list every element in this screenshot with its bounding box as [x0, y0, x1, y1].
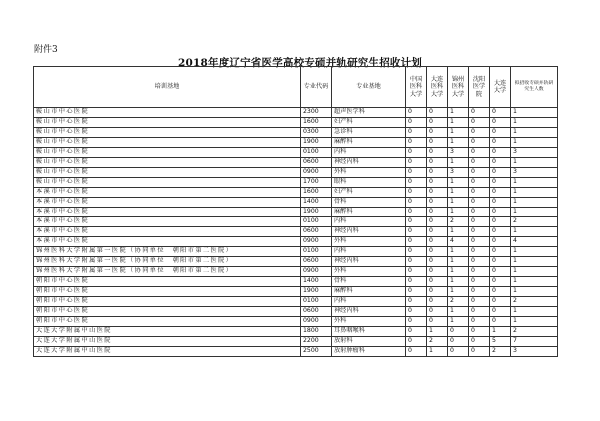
cell-specialty: 急诊科	[332, 127, 406, 137]
cell-symc: 0	[469, 197, 490, 207]
cell-total: 1	[511, 267, 558, 277]
cell-jzmu: 0	[448, 326, 469, 336]
cell-total: 4	[511, 237, 558, 247]
cell-base: 大连大学附属中山医院	[34, 336, 301, 346]
cell-cmu: 0	[406, 137, 427, 147]
cell-specialty: 神经内科	[332, 227, 406, 237]
cell-symc: 0	[469, 346, 490, 356]
cell-total: 1	[511, 177, 558, 187]
cell-dmu: 0	[427, 197, 448, 207]
cell-symc: 0	[469, 336, 490, 346]
cell-symc: 0	[469, 307, 490, 317]
table-row	[34, 127, 558, 137]
table-header-row	[34, 67, 558, 108]
cell-specialty: 耳鼻咽喉科	[332, 326, 406, 336]
header-total: 拟招收专硕并轨研究生人数	[511, 67, 558, 108]
cell-total: 1	[511, 317, 558, 327]
table-row	[34, 307, 558, 317]
cell-dlu: 0	[490, 307, 511, 317]
cell-dmu: 0	[427, 237, 448, 247]
cell-code: 0100	[301, 247, 332, 257]
cell-dmu: 0	[427, 137, 448, 147]
table-row	[34, 277, 558, 287]
cell-base: 锦州医科大学附属第一医院（协同单位 朝阳市第二医院）	[34, 257, 301, 267]
cell-cmu: 0	[406, 197, 427, 207]
cell-cmu: 0	[406, 237, 427, 247]
table-row	[34, 247, 558, 257]
cell-symc: 0	[469, 257, 490, 267]
cell-dlu: 5	[490, 336, 511, 346]
cell-total: 1	[511, 127, 558, 137]
cell-specialty: 麻醉科	[332, 207, 406, 217]
cell-specialty: 超声医学科	[332, 108, 406, 118]
cell-symc: 0	[469, 117, 490, 127]
cell-total: 1	[511, 307, 558, 317]
cell-dlu: 0	[490, 187, 511, 197]
cell-jzmu: 1	[448, 187, 469, 197]
cell-code: 0300	[301, 127, 332, 137]
cell-code: 0900	[301, 317, 332, 327]
cell-cmu: 0	[406, 108, 427, 118]
cell-total: 7	[511, 336, 558, 346]
cell-cmu: 0	[406, 317, 427, 327]
cell-dmu: 0	[427, 117, 448, 127]
cell-base: 鞍山市中心医院	[34, 117, 301, 127]
cell-symc: 0	[469, 207, 490, 217]
cell-cmu: 0	[406, 117, 427, 127]
cell-dmu: 1	[427, 346, 448, 356]
enrollment-table	[33, 66, 558, 357]
cell-symc: 0	[469, 137, 490, 147]
cell-base: 鞍山市中心医院	[34, 108, 301, 118]
cell-dlu: 0	[490, 287, 511, 297]
cell-dmu: 0	[427, 207, 448, 217]
cell-jzmu: 1	[448, 287, 469, 297]
cell-jzmu: 2	[448, 297, 469, 307]
cell-total: 3	[511, 147, 558, 157]
cell-dlu: 0	[490, 297, 511, 307]
table-row	[34, 346, 558, 356]
table-row	[34, 227, 558, 237]
cell-specialty: 骨科	[332, 197, 406, 207]
cell-dmu: 0	[427, 177, 448, 187]
cell-code: 0100	[301, 297, 332, 307]
cell-specialty: 内科	[332, 247, 406, 257]
cell-base: 鞍山市中心医院	[34, 127, 301, 137]
cell-total: 2	[511, 217, 558, 227]
cell-cmu: 0	[406, 157, 427, 167]
cell-jzmu: 1	[448, 197, 469, 207]
cell-jzmu: 1	[448, 157, 469, 167]
cell-code: 0600	[301, 257, 332, 267]
cell-specialty: 外科	[332, 267, 406, 277]
cell-jzmu: 2	[448, 217, 469, 227]
cell-base: 朝阳市中心医院	[34, 287, 301, 297]
cell-jzmu: 1	[448, 267, 469, 277]
cell-code: 1600	[301, 117, 332, 127]
table-row	[34, 287, 558, 297]
cell-symc: 0	[469, 247, 490, 257]
cell-symc: 0	[469, 177, 490, 187]
cell-jzmu: 1	[448, 317, 469, 327]
cell-total: 3	[511, 346, 558, 356]
cell-symc: 0	[469, 287, 490, 297]
cell-cmu: 0	[406, 127, 427, 137]
header-dmu: 大连医科大学	[427, 67, 448, 108]
cell-jzmu: 1	[448, 177, 469, 187]
cell-cmu: 0	[406, 207, 427, 217]
cell-base: 鞍山市中心医院	[34, 177, 301, 187]
cell-dmu: 0	[427, 277, 448, 287]
cell-total: 1	[511, 227, 558, 237]
cell-dmu: 0	[427, 147, 448, 157]
cell-symc: 0	[469, 147, 490, 157]
table-row	[34, 147, 558, 157]
cell-jzmu: 0	[448, 336, 469, 346]
cell-dlu: 0	[490, 127, 511, 137]
cell-symc: 0	[469, 326, 490, 336]
cell-cmu: 0	[406, 346, 427, 356]
cell-specialty: 内科	[332, 147, 406, 157]
cell-base: 鞍山市中心医院	[34, 157, 301, 167]
cell-symc: 0	[469, 227, 490, 237]
table-row	[34, 207, 558, 217]
cell-symc: 0	[469, 167, 490, 177]
cell-code: 2500	[301, 346, 332, 356]
cell-total: 2	[511, 326, 558, 336]
cell-code: 0600	[301, 157, 332, 167]
header-symc: 沈阳医学院	[469, 67, 490, 108]
cell-code: 0600	[301, 307, 332, 317]
cell-total: 3	[511, 167, 558, 177]
cell-symc: 0	[469, 127, 490, 137]
cell-cmu: 0	[406, 257, 427, 267]
cell-cmu: 0	[406, 187, 427, 197]
cell-cmu: 0	[406, 336, 427, 346]
annex-label: 附件3	[34, 45, 58, 55]
cell-dmu: 0	[427, 317, 448, 327]
cell-specialty: 放射肿瘤科	[332, 346, 406, 356]
cell-symc: 0	[469, 237, 490, 247]
cell-base: 朝阳市中心医院	[34, 277, 301, 287]
cell-specialty: 放射科	[332, 336, 406, 346]
cell-total: 1	[511, 137, 558, 147]
cell-dlu: 0	[490, 108, 511, 118]
cell-dmu: 0	[427, 247, 448, 257]
cell-base: 本溪市中心医院	[34, 227, 301, 237]
cell-jzmu: 1	[448, 227, 469, 237]
table-row	[34, 108, 558, 118]
cell-dlu: 0	[490, 237, 511, 247]
cell-dlu: 0	[490, 197, 511, 207]
cell-specialty: 内科	[332, 217, 406, 227]
cell-dmu: 0	[427, 157, 448, 167]
cell-dlu: 0	[490, 317, 511, 327]
cell-cmu: 0	[406, 177, 427, 187]
cell-total: 1	[511, 277, 558, 287]
cell-cmu: 0	[406, 227, 427, 237]
cell-specialty: 眼科	[332, 177, 406, 187]
cell-specialty: 外科	[332, 317, 406, 327]
cell-jzmu: 3	[448, 167, 469, 177]
cell-cmu: 0	[406, 307, 427, 317]
cell-symc: 0	[469, 157, 490, 167]
cell-total: 1	[511, 257, 558, 267]
cell-code: 0100	[301, 217, 332, 227]
cell-base: 鞍山市中心医院	[34, 137, 301, 147]
cell-total: 1	[511, 207, 558, 217]
cell-code: 1900	[301, 207, 332, 217]
cell-base: 本溪市中心医院	[34, 197, 301, 207]
cell-specialty: 麻醉科	[332, 137, 406, 147]
table-row	[34, 177, 558, 187]
cell-base: 大连大学附属中山医院	[34, 326, 301, 336]
cell-base: 朝阳市中心医院	[34, 317, 301, 327]
cell-dlu: 2	[490, 346, 511, 356]
table-row	[34, 187, 558, 197]
cell-jzmu: 0	[448, 346, 469, 356]
table-row	[34, 257, 558, 267]
cell-code: 1400	[301, 277, 332, 287]
cell-cmu: 0	[406, 147, 427, 157]
table-row	[34, 157, 558, 167]
cell-dmu: 0	[427, 297, 448, 307]
cell-jzmu: 1	[448, 108, 469, 118]
table-row	[34, 117, 558, 127]
cell-cmu: 0	[406, 217, 427, 227]
cell-base: 本溪市中心医院	[34, 217, 301, 227]
cell-cmu: 0	[406, 297, 427, 307]
cell-code: 1900	[301, 287, 332, 297]
table-row	[34, 297, 558, 307]
cell-base: 锦州医科大学附属第一医院（协同单位 朝阳市第二医院）	[34, 247, 301, 257]
cell-specialty: 外科	[332, 167, 406, 177]
table-row	[34, 217, 558, 227]
cell-specialty: 妇产科	[332, 187, 406, 197]
cell-base: 大连大学附属中山医院	[34, 346, 301, 356]
cell-symc: 0	[469, 297, 490, 307]
cell-total: 1	[511, 287, 558, 297]
cell-dmu: 0	[427, 108, 448, 118]
cell-symc: 0	[469, 217, 490, 227]
header-specialty: 专业基地	[332, 67, 406, 108]
cell-total: 1	[511, 157, 558, 167]
cell-code: 1800	[301, 326, 332, 336]
cell-cmu: 0	[406, 267, 427, 277]
cell-dmu: 0	[427, 227, 448, 237]
cell-dmu: 1	[427, 326, 448, 336]
header-jzmu: 锦州医科大学	[448, 67, 469, 108]
cell-dmu: 0	[427, 287, 448, 297]
cell-jzmu: 1	[448, 117, 469, 127]
cell-jzmu: 3	[448, 147, 469, 157]
cell-specialty: 骨科	[332, 277, 406, 287]
cell-total: 1	[511, 108, 558, 118]
table-row	[34, 317, 558, 327]
cell-base: 鞍山市中心医院	[34, 167, 301, 177]
cell-dlu: 0	[490, 257, 511, 267]
table-row	[34, 167, 558, 177]
cell-base: 本溪市中心医院	[34, 187, 301, 197]
cell-jzmu: 1	[448, 137, 469, 147]
cell-code: 1600	[301, 187, 332, 197]
cell-dmu: 2	[427, 336, 448, 346]
cell-code: 2300	[301, 108, 332, 118]
cell-dmu: 0	[427, 267, 448, 277]
header-code: 专业代码	[301, 67, 332, 108]
cell-total: 1	[511, 247, 558, 257]
page-title: 2018年度辽宁省医学高校专硕并轨研究生招收计划	[177, 57, 423, 69]
cell-dmu: 0	[427, 127, 448, 137]
cell-dlu: 0	[490, 247, 511, 257]
cell-dlu: 0	[490, 207, 511, 217]
table-row	[34, 237, 558, 247]
cell-total: 2	[511, 297, 558, 307]
cell-code: 0900	[301, 167, 332, 177]
cell-dlu: 0	[490, 267, 511, 277]
cell-dlu: 0	[490, 277, 511, 287]
cell-specialty: 妇产科	[332, 117, 406, 127]
cell-base: 朝阳市中心医院	[34, 297, 301, 307]
cell-base: 鞍山市中心医院	[34, 147, 301, 157]
table-body	[34, 108, 558, 357]
cell-jzmu: 1	[448, 207, 469, 217]
cell-cmu: 0	[406, 326, 427, 336]
cell-code: 0100	[301, 147, 332, 157]
cell-base: 朝阳市中心医院	[34, 307, 301, 317]
cell-total: 1	[511, 187, 558, 197]
header-dlu: 大连大学	[490, 67, 511, 108]
cell-dmu: 0	[427, 187, 448, 197]
cell-cmu: 0	[406, 277, 427, 287]
cell-symc: 0	[469, 317, 490, 327]
cell-base: 锦州医科大学附属第一医院（协同单位 朝阳市第二医院）	[34, 267, 301, 277]
cell-specialty: 神经内科	[332, 157, 406, 167]
cell-base: 本溪市中心医院	[34, 207, 301, 217]
cell-dmu: 0	[427, 167, 448, 177]
cell-specialty: 麻醉科	[332, 287, 406, 297]
cell-jzmu: 1	[448, 247, 469, 257]
cell-specialty: 外科	[332, 237, 406, 247]
table-row	[34, 326, 558, 336]
cell-dlu: 0	[490, 177, 511, 187]
cell-dlu: 0	[490, 167, 511, 177]
cell-dmu: 0	[427, 257, 448, 267]
cell-jzmu: 4	[448, 237, 469, 247]
header-cmu: 中国医科大学	[406, 67, 427, 108]
cell-symc: 0	[469, 277, 490, 287]
cell-code: 0900	[301, 237, 332, 247]
cell-dlu: 0	[490, 117, 511, 127]
cell-specialty: 神经内科	[332, 257, 406, 267]
cell-code: 1700	[301, 177, 332, 187]
cell-dlu: 0	[490, 137, 511, 147]
cell-dlu: 0	[490, 157, 511, 167]
cell-code: 1400	[301, 197, 332, 207]
table-row	[34, 267, 558, 277]
cell-dmu: 0	[427, 307, 448, 317]
cell-symc: 0	[469, 267, 490, 277]
cell-cmu: 0	[406, 247, 427, 257]
cell-cmu: 0	[406, 287, 427, 297]
cell-code: 0900	[301, 267, 332, 277]
cell-symc: 0	[469, 108, 490, 118]
cell-code: 0600	[301, 227, 332, 237]
table-row	[34, 336, 558, 346]
cell-jzmu: 1	[448, 127, 469, 137]
cell-jzmu: 1	[448, 257, 469, 267]
cell-dlu: 0	[490, 217, 511, 227]
table-row	[34, 197, 558, 207]
cell-total: 1	[511, 117, 558, 127]
cell-code: 1900	[301, 137, 332, 147]
cell-dlu: 0	[490, 227, 511, 237]
header-base: 培训基地	[34, 67, 301, 108]
cell-specialty: 内科	[332, 297, 406, 307]
cell-jzmu: 1	[448, 307, 469, 317]
cell-specialty: 神经内科	[332, 307, 406, 317]
cell-total: 1	[511, 197, 558, 207]
cell-dmu: 0	[427, 217, 448, 227]
cell-code: 2200	[301, 336, 332, 346]
cell-dlu: 0	[490, 147, 511, 157]
table-row	[34, 137, 558, 147]
cell-base: 本溪市中心医院	[34, 237, 301, 247]
cell-dlu: 1	[490, 326, 511, 336]
cell-cmu: 0	[406, 167, 427, 177]
cell-jzmu: 1	[448, 277, 469, 287]
cell-symc: 0	[469, 187, 490, 197]
